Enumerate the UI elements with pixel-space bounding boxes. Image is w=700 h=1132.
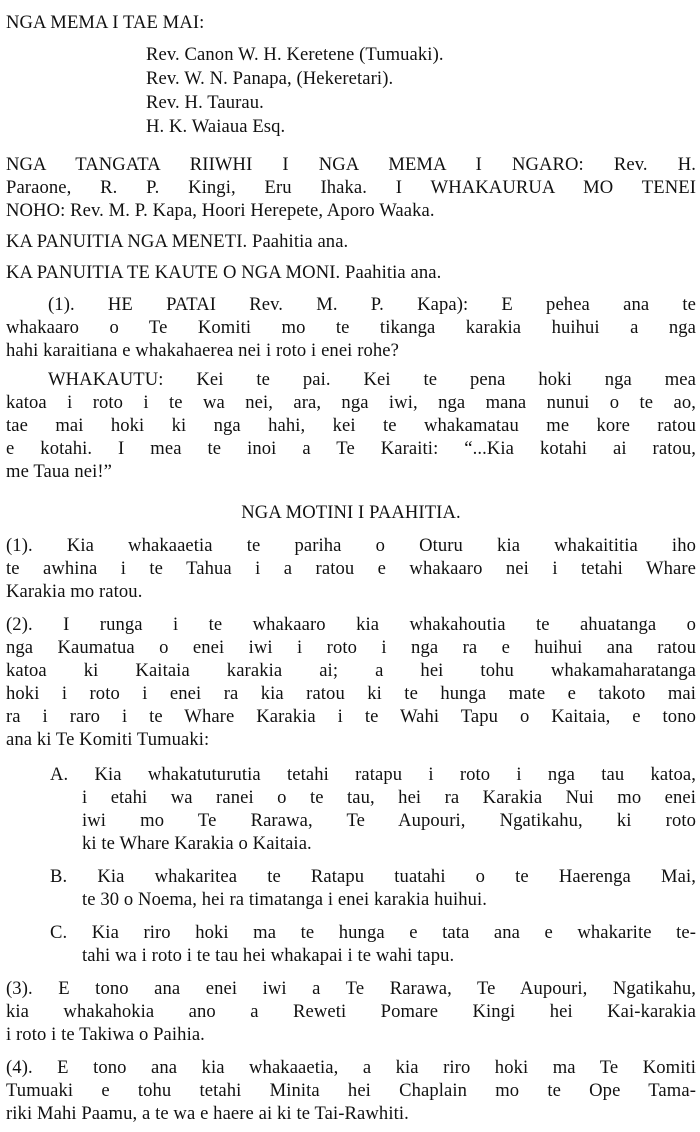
apologies-line: Paraone, R. P. Kingi, Eru Ihaka. I WHAKAURUA MO TENEI — [6, 177, 696, 198]
motion-2-line: ana ki Te Komiti Tumuaki: — [6, 729, 210, 750]
motion-3-line: i roto i te Takiwa o Paihia. — [6, 1024, 205, 1045]
motion-2-line: nga Kaumatua o enei iwi i roto i nga ra e huihui ana ratou — [6, 637, 696, 658]
minutes-read: KA PANUITIA NGA MENETI. Paahitia ana. — [6, 231, 349, 252]
answer-line: me Taua nei!” — [6, 461, 112, 482]
motion-1-line: (1). Kia whakaaetia te pariha o Oturu kia whakaititia iho — [6, 535, 696, 556]
motion-1-line: te awhina i te Tahua i a ratou e whakaaro nei i tetahi Whare — [6, 558, 696, 579]
question-line: whakaaro o Te Komiti mo te tikanga karakia huihui a nga — [6, 317, 696, 338]
member-name: Rev. W. N. Panapa, (Hekeretari). — [146, 68, 394, 89]
motion-4-line: (4). E tono ana kia whakaaetia, a kia riro hoki ma Te Komiti — [6, 1057, 696, 1078]
motion-3-line: (3). E tono ana enei iwi a Te Rarawa, Te Aupouri, Ngatikahu, — [6, 978, 696, 999]
motion-3-line: kia whakahokia ano a Reweti Pomare Kingi hei Kai-karakia — [6, 1001, 696, 1022]
motion-4-line: riki Mahi Paamu, a te wa e haere ai ki te Tai-Rawhiti. — [6, 1103, 409, 1124]
sub-motion-a-line: ki te Whare Karakia o Kaitaia. — [82, 833, 312, 854]
question-line: (1). HE PATAI Rev. M. P. Kapa): E pehea ana te — [48, 294, 696, 315]
sub-motion-a-line: A. Kia whakatuturutia tetahi ratapu i roto i nga tau katoa, — [50, 764, 696, 785]
motion-2-line: ra i raro i te Whare Karakia i te Wahi Tapu o Kaitaia, e tono — [6, 706, 696, 727]
motions-heading: NGA MOTINI I PAAHITIA. — [241, 502, 461, 523]
sub-motion-b-line: B. Kia whakaritea te Ratapu tuatahi o te Haerenga Mai, — [50, 866, 696, 887]
answer-line: e kotahi. I mea te inoi a Te Karaiti: “...Kia kotahi ai ratou, — [6, 438, 696, 459]
answer-line: tae mai hoki ki nga hahi, kei te whakamatau me kore ratou — [6, 415, 696, 436]
motion-4-line: Tumuaki e tohu tetahi Minita hei Chaplain mo te Ope Tama- — [6, 1080, 696, 1101]
answer-line: katoa i roto i te wa nei, ara, nga iwi, nga mana nunui o te ao, — [6, 392, 696, 413]
apologies-line: NOHO: Rev. M. P. Kapa, Hoori Herepete, Aporo Waaka. — [6, 200, 435, 221]
answer-line: WHAKAUTU: Kei te pai. Kei te pena hoki nga mea — [48, 369, 696, 390]
motion-2-line: (2). I runga i te whakaaro kia whakahoutia te ahuatanga o — [6, 614, 696, 635]
motion-1-line: Karakia mo ratou. — [6, 581, 143, 602]
apologies-line: NGA TANGATA RIIWHI I NGA MEMA I NGARO: Rev. H. — [6, 154, 696, 175]
members-present-heading: NGA MEMA I TAE MAI: — [6, 12, 205, 33]
sub-motion-c-line: tahi wa i roto i te tau hei whakapai i te wahi tapu. — [82, 945, 455, 966]
question-line: hahi karaitiana e whakahaerea nei i roto i enei rohe? — [6, 340, 399, 361]
sub-motion-c-line: C. Kia riro hoki ma te hunga e tata ana e whakarite te- — [50, 922, 696, 943]
accounts-read: KA PANUITIA TE KAUTE O NGA MONI. Paahitia ana. — [6, 262, 442, 283]
member-name: Rev. H. Taurau. — [146, 92, 264, 113]
member-name: Rev. Canon W. H. Keretene (Tumuaki). — [146, 44, 444, 65]
sub-motion-b-line: te 30 o Noema, hei ra timatanga i enei karakia huihui. — [82, 889, 488, 910]
motion-2-line: hoki i roto i enei ra kia ratou ki te hunga mate e takoto mai — [6, 683, 696, 704]
sub-motion-a-line: i etahi wa ranei o te tau, hei ra Karakia Nui mo enei — [82, 787, 696, 808]
motion-2-line: katoa ki Kaitaia karakia ai; a hei tohu whakamaharatanga — [6, 660, 696, 681]
member-name: H. K. Waiaua Esq. — [146, 116, 286, 137]
sub-motion-a-line: iwi mo Te Rarawa, Te Aupouri, Ngatikahu, ki roto — [82, 810, 696, 831]
